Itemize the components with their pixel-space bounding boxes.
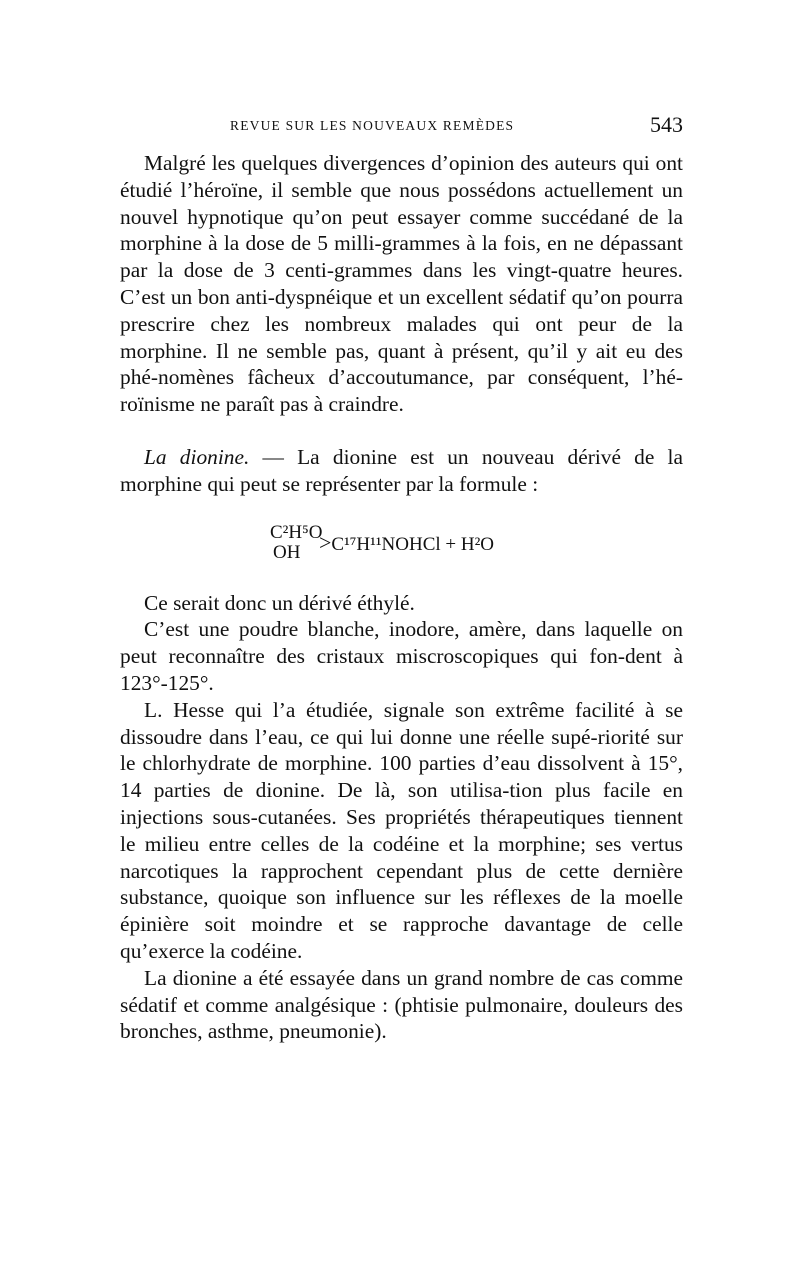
dionine-intro-text: — La dionine est un nouveau dérivé de la morphine qui peut se représenter par la formule :: [120, 444, 683, 496]
formula-main: [319, 530, 494, 559]
formula-bracket: >: [319, 529, 332, 555]
paragraph-powder: C’est une poudre blanche, inodore, amère, dans laquelle on peut reconnaître des cristaux miscroscopiques qui fon-dent à 123°-125°.: [120, 617, 683, 695]
paragraph-dionine-intro: [120, 444, 683, 498]
paragraph-uses: La dionine a été essayée dans un grand nombre de cas comme sédatif et comme analgésique : (phtisie pulmonaire, douleurs des bronches, asthme, pneumonie).: [120, 965, 683, 1044]
paragraph-heroine: Malgré les quelques divergences d’opinion des auteurs qui ont étudié l’héroïne, il semble que nous possédons actuellement un nouvel hypnotique qu’on peut essayer comme succédané de la morphine à la dose de 5 milli-grammes à la fois, en ne dépassant par la dose de 3 centi-grammes dans les vingt-quatre heures. C’est un bon anti-dyspnéique et un excellent sédatif qu’on pourra prescrire chez les nombreux malades qui ont peur de la morphine. Il ne semble pas, quant à présent, qu’il y ait eu des phé-nomènes fâcheux d’accoutumance, par conséquent, l’hé-roïnisme ne paraît pas à craindre.: [120, 151, 683, 417]
formula-hydroxyl-group: OH: [273, 541, 301, 563]
running-title: REVUE SUR LES NOUVEAUX REMÈDES: [230, 118, 515, 133]
formula-rest: C¹⁷H¹¹NOHCl + H²O: [331, 533, 494, 555]
chemical-formula: [120, 512, 683, 578]
body-text: [120, 150, 683, 1045]
paragraph-ethyl: Ce serait donc un dérivé éthylé.: [144, 590, 415, 615]
running-head: [120, 112, 683, 140]
section-heading-dionine: La dionine.: [144, 444, 250, 469]
formula-ethyl-group: C²H⁵O: [270, 521, 323, 543]
page-number: 543: [650, 112, 683, 137]
paragraph-hesse: L. Hesse qui l’a étudiée, signale son extrême facilité à se dissoudre dans l’eau, ce qui lui donne une réelle supé-riorité sur le chlorhydrate de morphine. 100 parties d’eau dissolvent à 15°, 14 parties de dionine. De là, son utilisa-tion plus facile en injections sous-cutanées. Ses propriétés thérapeutiques tiennent le milieu entre celles de la codéine et la morphine; ses vertus narcotiques la rapprochent cependant plus de cette dernière substance, quoique son influence sur les réflexes de la moelle épinière soit moindre et se rapproche davantage de celle qu’exerce la codéine.: [120, 697, 683, 963]
